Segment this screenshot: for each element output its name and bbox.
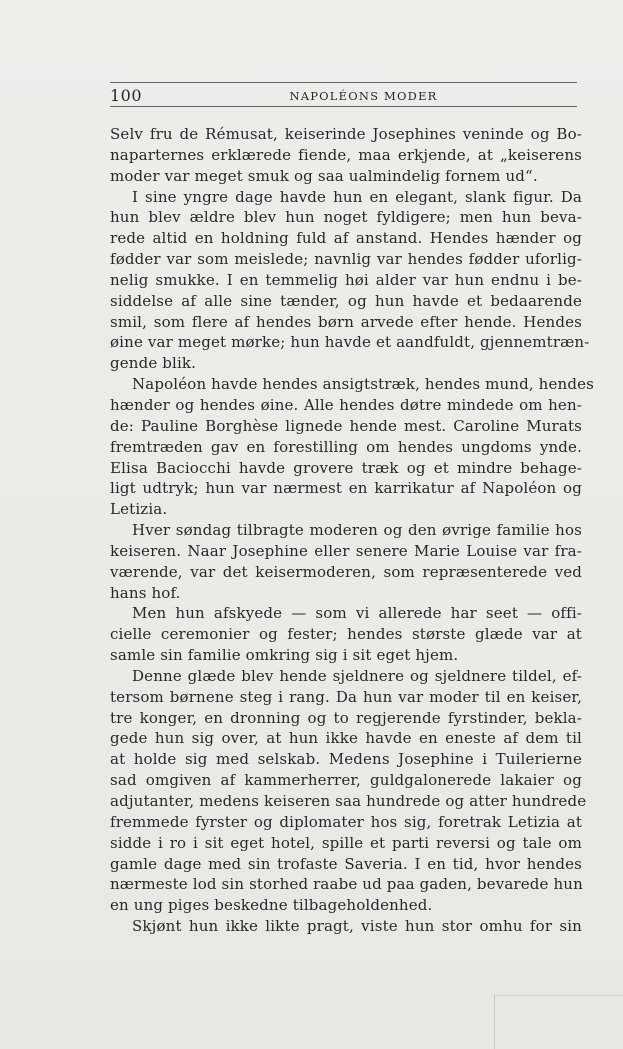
text-line: gende blik. bbox=[110, 354, 197, 373]
text-line: rede altid en holdning fuld af anstand. Hendes hænder og bbox=[110, 229, 582, 248]
body-text bbox=[110, 124, 594, 937]
text-line: de: Pauline Borghèse lignede hende mest. Caroline Murats bbox=[110, 416, 582, 435]
text-line: Skjønt hun ikke likte pragt, viste hun stor omhu for sin bbox=[132, 917, 582, 936]
text-line: keiseren. Naar Josephine eller senere Marie Louise var fra- bbox=[110, 541, 582, 560]
text-line: cielle ceremonier og fester; hendes største glæde var at bbox=[110, 625, 582, 644]
text-line: værende, var det keisermoderen, som repræsenterede ved bbox=[110, 562, 582, 581]
page-header bbox=[110, 84, 577, 106]
scan-edge-horizontal bbox=[494, 995, 623, 996]
text-line: tersom børnene steg i rang. Da hun var moder til en keiser, bbox=[110, 687, 582, 706]
text-line: smil, som flere af hendes børn arvede efter hende. Hendes bbox=[110, 312, 582, 331]
text-line: Denne glæde blev hende sjeldnere og sjeldnere tildel, ef- bbox=[132, 666, 582, 685]
page-number: 100 bbox=[110, 86, 143, 105]
text-line: hans hof. bbox=[110, 583, 181, 602]
running-head: NAPOLÉONS MODER bbox=[289, 89, 438, 103]
header-rule-top bbox=[110, 82, 577, 83]
text-line: at holde sig med selskab. Medens Josephine i Tuilerierne bbox=[110, 750, 582, 769]
text-line: I sine yngre dage havde hun en elegant, slank figur. Da bbox=[132, 187, 582, 206]
text-line: øine var meget mørke; hun havde et aandfuldt, gjennemtræn- bbox=[110, 333, 590, 352]
text-line: gede hun sig over, at hun ikke havde en eneste af dem til bbox=[110, 729, 582, 748]
text-line: Napoléon havde hendes ansigtstræk, hendes mund, hendes bbox=[132, 375, 594, 394]
text-line: en ung piges beskedne tilbageholdenhed. bbox=[110, 896, 433, 915]
header-rule-bottom bbox=[110, 106, 577, 107]
text-line: fremmede fyrster og diplomater hos sig, foretrak Letizia at bbox=[110, 812, 582, 831]
text-line: sidde i ro i sit eget hotel, spille et parti reversi og tale om bbox=[110, 833, 582, 852]
text-line: Letizia. bbox=[110, 500, 168, 519]
text-line: hænder og hendes øine. Alle hendes døtre mindede om hen- bbox=[110, 395, 582, 414]
text-line: ligt udtryk; hun var nærmest en karrikatur af Napoléon og bbox=[110, 479, 582, 498]
text-line: Selv fru de Rémusat, keiserinde Josephines veninde og Bo- bbox=[110, 125, 582, 143]
scan-edge-vertical bbox=[494, 995, 495, 1049]
text-line: Men hun afskyede — som vi allerede har seet — offi- bbox=[132, 604, 582, 623]
text-line: nærmeste lod sin storhed raabe ud paa gaden, bevarede hun bbox=[110, 875, 583, 894]
text-line: moder var meget smuk og saa ualmindelig fornem ud“. bbox=[110, 166, 538, 185]
text-line: samle sin familie omkring sig i sit eget hjem. bbox=[110, 646, 459, 665]
text-line: fremtræden gav en forestilling om hendes ungdoms ynde. bbox=[110, 437, 582, 456]
text-line: fødder var som meislede; navnlig var hendes fødder uforlig- bbox=[110, 250, 582, 269]
text-line: adjutanter, medens keiseren saa hundrede og atter hundrede bbox=[110, 792, 587, 810]
text-line: Hver søndag tilbragte moderen og den øvrige familie hos bbox=[132, 521, 582, 540]
text-line: tre konger, en dronning og to regjerende fyrstinder, bekla- bbox=[110, 708, 582, 727]
text-line: nelig smukke. I en temmelig høi alder var hun endnu i be- bbox=[110, 270, 582, 289]
text-line: naparternes erklærede fiende, maa erkjende, at „keiserens bbox=[110, 145, 582, 164]
text-line: Elisa Baciocchi havde grovere træk og et mindre behage- bbox=[110, 458, 582, 477]
text-line: hun blev ældre blev hun noget fyldigere; men hun beva- bbox=[110, 208, 582, 227]
text-line: siddelse af alle sine tænder, og hun havde et bedaarende bbox=[110, 291, 582, 310]
text-line: sad omgiven af kammerherrer, guldgalonerede lakaier og bbox=[110, 771, 582, 790]
text-line: gamle dage med sin trofaste Saveria. I en tid, hvor hendes bbox=[110, 854, 582, 873]
